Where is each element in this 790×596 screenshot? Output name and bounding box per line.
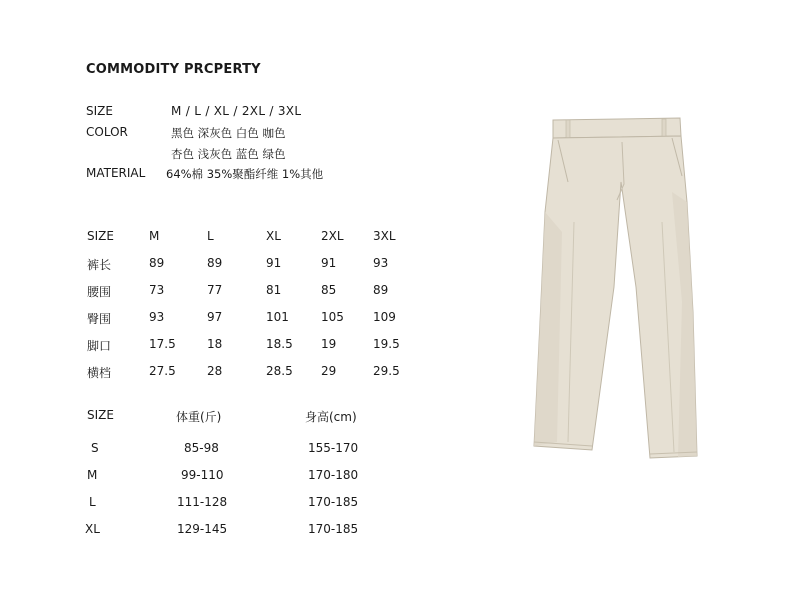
size-table-cell: 29.5 (373, 364, 400, 378)
size-table-cell: 81 (266, 283, 282, 297)
size-table-header-label: SIZE (87, 229, 114, 243)
fit-table-cell: 129-145 (177, 522, 228, 536)
size-table-cell: 77 (207, 283, 223, 297)
trousers-illustration (522, 112, 714, 466)
size-table-row-label: 横档 (87, 366, 112, 380)
size-table-header-cell: XL (266, 229, 281, 243)
size-table-cell: 89 (149, 256, 165, 270)
size-table-cell: 85 (321, 283, 337, 297)
size-table-header-cell: M (149, 229, 160, 243)
color-label: COLOR (86, 125, 128, 139)
material-value: 64%棉 35%聚酯纤维 1%其他 (166, 167, 324, 181)
fit-table-cell: 155-170 (308, 441, 359, 455)
belt-loop (566, 120, 570, 140)
size-table-row-label: 臀围 (87, 312, 112, 326)
size-table-cell: 18 (207, 337, 223, 351)
size-table-cell: 101 (266, 310, 289, 324)
size-label: SIZE (86, 104, 113, 118)
size-table-cell: 91 (266, 256, 282, 270)
size-value: M / L / XL / 2XL / 3XL (171, 104, 302, 118)
size-table-row-label: 裤长 (87, 258, 112, 272)
page-title: COMMODITY PRCPERTY (86, 62, 261, 77)
size-table-cell: 18.5 (266, 337, 293, 351)
size-table-cell: 28 (207, 364, 223, 378)
fit-table-header-cell: 体重(斤) (176, 410, 222, 424)
fit-table-cell: 99-110 (181, 468, 224, 482)
pants-image (522, 112, 714, 466)
size-table-cell: 91 (321, 256, 337, 270)
size-table-header-cell: 2XL (321, 229, 344, 243)
size-table-cell: 19.5 (373, 337, 400, 351)
size-table-cell: 73 (149, 283, 165, 297)
size-table-cell: 93 (149, 310, 165, 324)
fit-table-size-label: XL (85, 522, 100, 536)
fit-table-size-label: S (91, 441, 99, 455)
size-table-cell: 27.5 (149, 364, 176, 378)
size-table-cell: 105 (321, 310, 344, 324)
size-table-cell: 93 (373, 256, 389, 270)
color-value-line1: 黑色 深灰色 白色 咖色 (171, 126, 286, 140)
color-value-line2: 杏色 浅灰色 蓝色 绿色 (171, 147, 286, 161)
fit-table-header-cell: 身高(cm) (305, 410, 357, 424)
size-table-cell: 17.5 (149, 337, 176, 351)
size-table-cell: 29 (321, 364, 337, 378)
fit-table-cell: 170-180 (308, 468, 359, 482)
size-table-cell: 89 (373, 283, 389, 297)
fit-table-cell: 170-185 (308, 522, 359, 536)
size-table-cell: 28.5 (266, 364, 293, 378)
size-table-cell: 97 (207, 310, 223, 324)
size-table-cell: 109 (373, 310, 396, 324)
size-table-row-label: 脚口 (87, 339, 112, 353)
fit-table-header-cell: SIZE (87, 408, 114, 422)
size-table-cell: 19 (321, 337, 337, 351)
size-table-header-cell: L (207, 229, 214, 243)
fit-table-cell: 170-185 (308, 495, 359, 509)
material-label: MATERIAL (86, 166, 146, 180)
size-table-cell: 89 (207, 256, 223, 270)
fit-table-size-label: M (87, 468, 98, 482)
size-table-row-label: 腰围 (87, 285, 112, 299)
size-table-header-cell: 3XL (373, 229, 396, 243)
fit-table-size-label: L (89, 495, 96, 509)
fit-table-cell: 85-98 (184, 441, 219, 455)
fit-table-cell: 111-128 (177, 495, 228, 509)
